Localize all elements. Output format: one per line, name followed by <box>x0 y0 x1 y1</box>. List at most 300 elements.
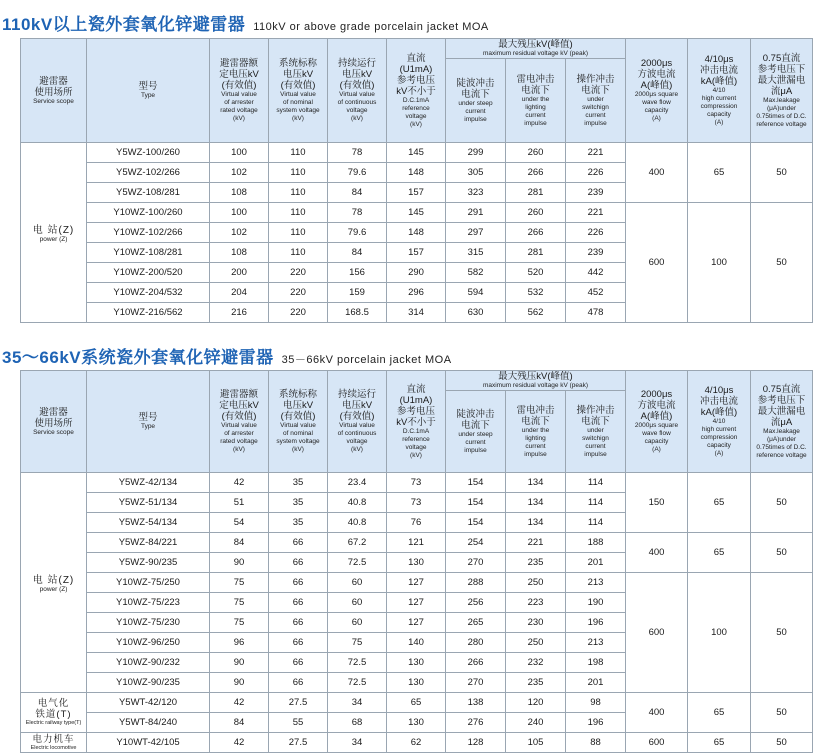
header-nominal-voltage <box>269 371 328 473</box>
leak-label-en: Max.leakage (μA)under 0.75times of D.C. reference voltage <box>756 427 807 459</box>
group-2-square: 600 <box>626 573 688 693</box>
group-1-impulse: 100 <box>688 203 751 323</box>
group-0-leak: 50 <box>751 473 813 533</box>
cell-rated: 84 <box>210 533 269 553</box>
cell-continuous: 156 <box>328 263 387 283</box>
steep-label-en: under steep current impulse <box>458 99 493 123</box>
cell-rated: 200 <box>210 263 269 283</box>
cell-type: Y10WZ-90/232 <box>87 653 210 673</box>
header-impulse-current <box>688 39 751 143</box>
cell-steep: 291 <box>446 203 506 223</box>
group-1-square: 400 <box>626 533 688 573</box>
cell-switching: 190 <box>566 593 626 613</box>
cell-dc: 290 <box>387 263 446 283</box>
cell-continuous: 78 <box>328 143 387 163</box>
cell-steep: 154 <box>446 513 506 533</box>
cell-steep: 154 <box>446 493 506 513</box>
cell-continuous: 40.8 <box>328 513 387 533</box>
cell-switching: 213 <box>566 633 626 653</box>
switching-label-zh: 操作冲击 电流下 <box>576 73 615 96</box>
cell-nominal: 110 <box>269 203 328 223</box>
cell-switching: 478 <box>566 303 626 323</box>
residual-label-en: maximum residual voltage kV (peak) <box>482 50 589 57</box>
group-0-square: 150 <box>626 473 688 533</box>
impulse-label-zh: 4/10μs 冲击电流 kA(峰值) <box>699 385 738 418</box>
cell-steep: 266 <box>446 653 506 673</box>
cell-steep: 270 <box>446 553 506 573</box>
cell-type: Y5WZ-102/266 <box>87 163 210 183</box>
cell-continuous: 72.5 <box>328 553 387 573</box>
square-label-zh: 2000μs 方波电流 A(峰值) <box>637 58 676 91</box>
cell-switching: 226 <box>566 223 626 243</box>
cell-rated: 75 <box>210 613 269 633</box>
cell-rated: 216 <box>210 303 269 323</box>
cell-type: Y10WZ-90/235 <box>87 673 210 693</box>
nominal-label-zh: 系统标称 电压kV (有效值) <box>278 389 317 422</box>
scope-railway-zh: 电气化 铁道(T) <box>35 698 72 720</box>
cell-lightning: 134 <box>506 513 566 533</box>
cell-switching: 213 <box>566 573 626 593</box>
cell-type: Y5WT-84/240 <box>87 713 210 733</box>
cell-nominal: 220 <box>269 263 328 283</box>
cell-dc: 314 <box>387 303 446 323</box>
cell-lightning: 232 <box>506 653 566 673</box>
header-max-residual <box>446 39 626 59</box>
switching-label-zh: 操作冲击 电流下 <box>576 404 615 427</box>
continuous-label-zh: 持续运行 电压kV (有效值) <box>337 58 376 91</box>
cell-continuous: 68 <box>328 713 387 733</box>
lightning-label-en: under the lighting current impulse <box>521 95 550 127</box>
cell-lightning: 562 <box>506 303 566 323</box>
rated-label-en: Virtual value of arrester rated voltage (kV) <box>220 422 258 453</box>
cell-continuous: 84 <box>328 183 387 203</box>
nominal-label-zh: 系统标称 电压kV (有效值) <box>278 58 317 91</box>
continuous-label-en: Virtual value of continuous voltage (kV) <box>337 91 377 122</box>
type-label-en: Type <box>140 423 156 430</box>
cell-switching: 114 <box>566 493 626 513</box>
section-1-title-zh: 110kV以上瓷外套氧化锌避雷器 <box>2 15 246 34</box>
header-scope <box>21 39 87 143</box>
cell-lightning: 532 <box>506 283 566 303</box>
cell-continuous: 72.5 <box>328 673 387 693</box>
cell-continuous: 60 <box>328 593 387 613</box>
table-row <box>21 573 813 593</box>
lightning-label-zh: 雷电冲击 电流下 <box>516 73 555 96</box>
cell-lightning: 134 <box>506 473 566 493</box>
group-3-square: 400 <box>626 693 688 733</box>
cell-steep: 630 <box>446 303 506 323</box>
header-dc-reference <box>387 371 446 473</box>
type-label-en: Type <box>140 92 156 99</box>
section-2-title-zh: 35～66kV系统瓷外套氧化锌避雷器 <box>2 348 274 367</box>
square-label-en: 2000μs square wave flow capacity (A) <box>634 422 679 453</box>
group-3-leak: 50 <box>751 693 813 733</box>
cell-continuous: 75 <box>328 633 387 653</box>
cell-continuous: 34 <box>328 733 387 753</box>
leak-label-zh: 0.75直流 参考电压下 最大泄漏电 流μA <box>757 383 806 428</box>
cell-rated: 100 <box>210 203 269 223</box>
cell-nominal: 66 <box>269 593 328 613</box>
impulse-label-en: 4/10 high current compression capacity (A) <box>700 418 738 457</box>
cell-switching: 221 <box>566 203 626 223</box>
scope-label-en: Service scope <box>33 97 74 105</box>
cell-rated: 102 <box>210 163 269 183</box>
header-steep <box>446 59 506 143</box>
cell-rated: 100 <box>210 143 269 163</box>
cell-switching: 452 <box>566 283 626 303</box>
cell-lightning: 134 <box>506 493 566 513</box>
dc-label-en: D.C.1mA reference voltage (kV) <box>402 96 430 128</box>
cell-continuous: 67.2 <box>328 533 387 553</box>
cell-dc: 76 <box>387 513 446 533</box>
cell-nominal: 110 <box>269 243 328 263</box>
cell-nominal: 27.5 <box>269 733 328 753</box>
cell-continuous: 78 <box>328 203 387 223</box>
leak-label-en: Max.leakage (μA)under 0.75times of D.C. reference voltage <box>756 96 807 128</box>
scope-power-en: power (Z) <box>39 586 68 593</box>
cell-steep: 323 <box>446 183 506 203</box>
header-continuous-voltage <box>328 371 387 473</box>
cell-type: Y10WZ-108/281 <box>87 243 210 263</box>
cell-lightning: 105 <box>506 733 566 753</box>
group-4-leak: 50 <box>751 733 813 753</box>
dc-label-en: D.C.1mA reference voltage (kV) <box>402 427 430 459</box>
cell-dc: 73 <box>387 473 446 493</box>
header-continuous-voltage <box>328 39 387 143</box>
table-row <box>21 533 813 553</box>
cell-rated: 54 <box>210 513 269 533</box>
cell-nominal: 220 <box>269 283 328 303</box>
cell-nominal: 66 <box>269 573 328 593</box>
cell-continuous: 23.4 <box>328 473 387 493</box>
cell-steep: 265 <box>446 613 506 633</box>
cell-steep: 280 <box>446 633 506 653</box>
group-1-leak: 50 <box>751 533 813 573</box>
dc-label-zh: 直流 (U1mA) 参考电压 kV不小于 <box>396 52 436 97</box>
group-4-impulse: 65 <box>688 733 751 753</box>
scope-railway-en: Electric railway type(T) <box>25 720 82 726</box>
table-row <box>21 733 813 753</box>
cell-nominal: 55 <box>269 713 328 733</box>
header-rated-voltage <box>210 39 269 143</box>
type-label-zh: 型号 <box>138 412 158 423</box>
cell-steep: 305 <box>446 163 506 183</box>
cell-lightning: 235 <box>506 553 566 573</box>
header-rated-voltage <box>210 371 269 473</box>
cell-type: Y5WZ-51/134 <box>87 493 210 513</box>
cell-rated: 90 <box>210 553 269 573</box>
cell-type: Y5WZ-108/281 <box>87 183 210 203</box>
lightning-label-en: under the lighting current impulse <box>521 426 550 458</box>
header-lightning <box>506 59 566 143</box>
cell-rated: 108 <box>210 243 269 263</box>
cell-lightning: 250 <box>506 573 566 593</box>
cell-rated: 75 <box>210 593 269 613</box>
cell-lightning: 281 <box>506 183 566 203</box>
table-row <box>21 203 813 223</box>
dc-label-zh: 直流 (U1mA) 参考电压 kV不小于 <box>396 383 436 428</box>
cell-continuous: 34 <box>328 693 387 713</box>
cell-switching: 196 <box>566 713 626 733</box>
cell-dc: 148 <box>387 163 446 183</box>
cell-steep: 138 <box>446 693 506 713</box>
cell-lightning: 240 <box>506 713 566 733</box>
nominal-label-en: Virtual value of nominal system voltage (kV) <box>276 91 320 122</box>
cell-dc: 127 <box>387 613 446 633</box>
cell-nominal: 220 <box>269 303 328 323</box>
cell-lightning: 230 <box>506 613 566 633</box>
cell-rated: 90 <box>210 673 269 693</box>
group-0-impulse: 65 <box>688 143 751 203</box>
cell-switching: 201 <box>566 553 626 573</box>
cell-type: Y10WZ-75/250 <box>87 573 210 593</box>
leak-label-zh: 0.75直流 参考电压下 最大泄漏电 流μA <box>757 52 806 97</box>
header-dc-reference <box>387 39 446 143</box>
header-square-wave <box>626 371 688 473</box>
residual-label-zh: 最大残压kV(峰值) <box>498 39 573 50</box>
scope-power-zh: 电 站(Z) <box>32 575 75 586</box>
cell-type: Y10WZ-102/266 <box>87 223 210 243</box>
residual-label-zh: 最大残压kV(峰值) <box>498 371 573 382</box>
header-impulse-current <box>688 371 751 473</box>
cell-steep: 154 <box>446 473 506 493</box>
table-110kv <box>20 38 813 323</box>
cell-type: Y10WZ-75/230 <box>87 613 210 633</box>
cell-continuous: 72.5 <box>328 653 387 673</box>
cell-dc: 296 <box>387 283 446 303</box>
cell-nominal: 66 <box>269 613 328 633</box>
cell-nominal: 27.5 <box>269 693 328 713</box>
cell-dc: 145 <box>387 143 446 163</box>
cell-dc: 127 <box>387 573 446 593</box>
header-leakage <box>751 39 813 143</box>
cell-switching: 226 <box>566 163 626 183</box>
group-0-impulse: 65 <box>688 473 751 533</box>
header-nominal-voltage <box>269 39 328 143</box>
cell-dc: 145 <box>387 203 446 223</box>
cell-switching: 88 <box>566 733 626 753</box>
group-1-impulse: 65 <box>688 533 751 573</box>
cell-nominal: 35 <box>269 473 328 493</box>
cell-dc: 157 <box>387 183 446 203</box>
cell-type: Y10WT-42/105 <box>87 733 210 753</box>
square-label-zh: 2000μs 方波电流 A(峰值) <box>637 389 676 422</box>
rated-label-zh: 避雷器额 定电压kV (有效值) <box>219 389 259 422</box>
type-label-zh: 型号 <box>138 81 158 92</box>
cell-dc: 130 <box>387 653 446 673</box>
cell-switching: 239 <box>566 183 626 203</box>
scope-power-zh: 电 站(Z) <box>32 225 75 236</box>
cell-lightning: 260 <box>506 143 566 163</box>
cell-type: Y10WZ-100/260 <box>87 203 210 223</box>
group-2-impulse: 100 <box>688 573 751 693</box>
cell-type: Y5WZ-42/134 <box>87 473 210 493</box>
scope-railway <box>21 693 87 733</box>
cell-rated: 84 <box>210 713 269 733</box>
cell-switching: 114 <box>566 513 626 533</box>
header-type <box>87 371 210 473</box>
cell-switching: 221 <box>566 143 626 163</box>
group-0-leak: 50 <box>751 143 813 203</box>
cell-type: Y10WZ-216/562 <box>87 303 210 323</box>
cell-lightning: 520 <box>506 263 566 283</box>
cell-type: Y10WZ-200/520 <box>87 263 210 283</box>
cell-lightning: 221 <box>506 533 566 553</box>
cell-type: Y10WZ-204/532 <box>87 283 210 303</box>
cell-rated: 51 <box>210 493 269 513</box>
cell-lightning: 266 <box>506 163 566 183</box>
cell-lightning: 235 <box>506 673 566 693</box>
cell-rated: 102 <box>210 223 269 243</box>
cell-lightning: 260 <box>506 203 566 223</box>
scope-power <box>21 143 87 323</box>
cell-rated: 75 <box>210 573 269 593</box>
cell-dc: 130 <box>387 713 446 733</box>
cell-type: Y10WZ-96/250 <box>87 633 210 653</box>
cell-type: Y5WZ-54/134 <box>87 513 210 533</box>
cell-steep: 582 <box>446 263 506 283</box>
cell-switching: 201 <box>566 673 626 693</box>
cell-rated: 108 <box>210 183 269 203</box>
cell-nominal: 66 <box>269 653 328 673</box>
group-1-square: 600 <box>626 203 688 323</box>
cell-nominal: 35 <box>269 513 328 533</box>
cell-steep: 276 <box>446 713 506 733</box>
group-2-leak: 50 <box>751 573 813 693</box>
cell-steep: 288 <box>446 573 506 593</box>
cell-rated: 96 <box>210 633 269 653</box>
cell-nominal: 110 <box>269 183 328 203</box>
continuous-label-en: Virtual value of continuous voltage (kV) <box>337 422 377 453</box>
header-lightning <box>506 391 566 473</box>
cell-type: Y5WZ-84/221 <box>87 533 210 553</box>
section-2-title <box>2 343 452 368</box>
cell-steep: 254 <box>446 533 506 553</box>
cell-dc: 73 <box>387 493 446 513</box>
scope-power-en: power (Z) <box>39 236 68 243</box>
cell-switching: 114 <box>566 473 626 493</box>
cell-continuous: 159 <box>328 283 387 303</box>
continuous-label-zh: 持续运行 电压kV (有效值) <box>337 389 376 422</box>
cell-switching: 196 <box>566 613 626 633</box>
steep-label-zh: 陡波冲击 电流下 <box>456 408 495 431</box>
section-1-title-en: 110kV or above grade porcelain jacket MOA <box>253 21 489 33</box>
scope-label-zh: 避雷器 使用场所 <box>34 406 73 429</box>
cell-continuous: 168.5 <box>328 303 387 323</box>
scope-locomotive <box>21 733 87 753</box>
cell-dc: 65 <box>387 693 446 713</box>
cell-rated: 204 <box>210 283 269 303</box>
cell-switching: 239 <box>566 243 626 263</box>
table-row <box>21 473 813 493</box>
cell-steep: 256 <box>446 593 506 613</box>
cell-nominal: 35 <box>269 493 328 513</box>
rated-label-zh: 避雷器额 定电压kV (有效值) <box>219 58 259 91</box>
cell-continuous: 79.6 <box>328 223 387 243</box>
table-row <box>21 143 813 163</box>
cell-rated: 42 <box>210 473 269 493</box>
cell-dc: 157 <box>387 243 446 263</box>
scope-power <box>21 473 87 693</box>
cell-dc: 130 <box>387 553 446 573</box>
header-max-residual <box>446 371 626 391</box>
cell-lightning: 250 <box>506 633 566 653</box>
cell-nominal: 66 <box>269 553 328 573</box>
table-row <box>21 693 813 713</box>
group-0-square: 400 <box>626 143 688 203</box>
cell-nominal: 66 <box>269 673 328 693</box>
cell-rated: 90 <box>210 653 269 673</box>
section-1-title <box>2 10 489 35</box>
cell-switching: 98 <box>566 693 626 713</box>
switching-label-en: under switchign current impulse <box>582 426 609 458</box>
cell-nominal: 66 <box>269 533 328 553</box>
cell-switching: 442 <box>566 263 626 283</box>
cell-steep: 270 <box>446 673 506 693</box>
cell-steep: 299 <box>446 143 506 163</box>
scope-locomotive-zh: 电力机车 <box>32 733 75 745</box>
cell-nominal: 110 <box>269 143 328 163</box>
cell-continuous: 60 <box>328 613 387 633</box>
cell-dc: 148 <box>387 223 446 243</box>
header-switching <box>566 391 626 473</box>
residual-label-en: maximum residual voltage kV (peak) <box>482 382 589 389</box>
cell-steep: 594 <box>446 283 506 303</box>
cell-continuous: 84 <box>328 243 387 263</box>
cell-lightning: 266 <box>506 223 566 243</box>
header-type <box>87 39 210 143</box>
cell-lightning: 120 <box>506 693 566 713</box>
cell-dc: 130 <box>387 673 446 693</box>
cell-dc: 127 <box>387 593 446 613</box>
group-1-leak: 50 <box>751 203 813 323</box>
cell-nominal: 110 <box>269 163 328 183</box>
cell-steep: 315 <box>446 243 506 263</box>
rated-label-en: Virtual value of arrester rated voltage (kV) <box>220 91 258 122</box>
header-switching <box>566 59 626 143</box>
header-square-wave <box>626 39 688 143</box>
cell-type: Y5WZ-100/260 <box>87 143 210 163</box>
cell-nominal: 110 <box>269 223 328 243</box>
cell-continuous: 40.8 <box>328 493 387 513</box>
cell-dc: 121 <box>387 533 446 553</box>
square-label-en: 2000μs square wave flow capacity (A) <box>634 91 679 122</box>
cell-nominal: 66 <box>269 633 328 653</box>
cell-type: Y5WT-42/120 <box>87 693 210 713</box>
steep-label-zh: 陡波冲击 电流下 <box>456 77 495 100</box>
cell-switching: 188 <box>566 533 626 553</box>
header-steep <box>446 391 506 473</box>
section-2-title-en: 35－66kV porcelain jacket MOA <box>281 354 452 366</box>
cell-continuous: 60 <box>328 573 387 593</box>
cell-lightning: 281 <box>506 243 566 263</box>
cell-dc: 140 <box>387 633 446 653</box>
group-4-square: 600 <box>626 733 688 753</box>
cell-switching: 198 <box>566 653 626 673</box>
switching-label-en: under switchign current impulse <box>582 95 609 127</box>
header-scope <box>21 371 87 473</box>
lightning-label-zh: 雷电冲击 电流下 <box>516 404 555 427</box>
cell-dc: 62 <box>387 733 446 753</box>
cell-rated: 42 <box>210 733 269 753</box>
impulse-label-en: 4/10 high current compression capacity (A) <box>700 87 738 126</box>
scope-label-en: Service scope <box>33 428 74 436</box>
table-35-66kv <box>20 370 813 753</box>
header-leakage <box>751 371 813 473</box>
cell-lightning: 223 <box>506 593 566 613</box>
steep-label-en: under steep current impulse <box>458 430 493 454</box>
scope-locomotive-en: Electric locomotive <box>30 744 77 751</box>
